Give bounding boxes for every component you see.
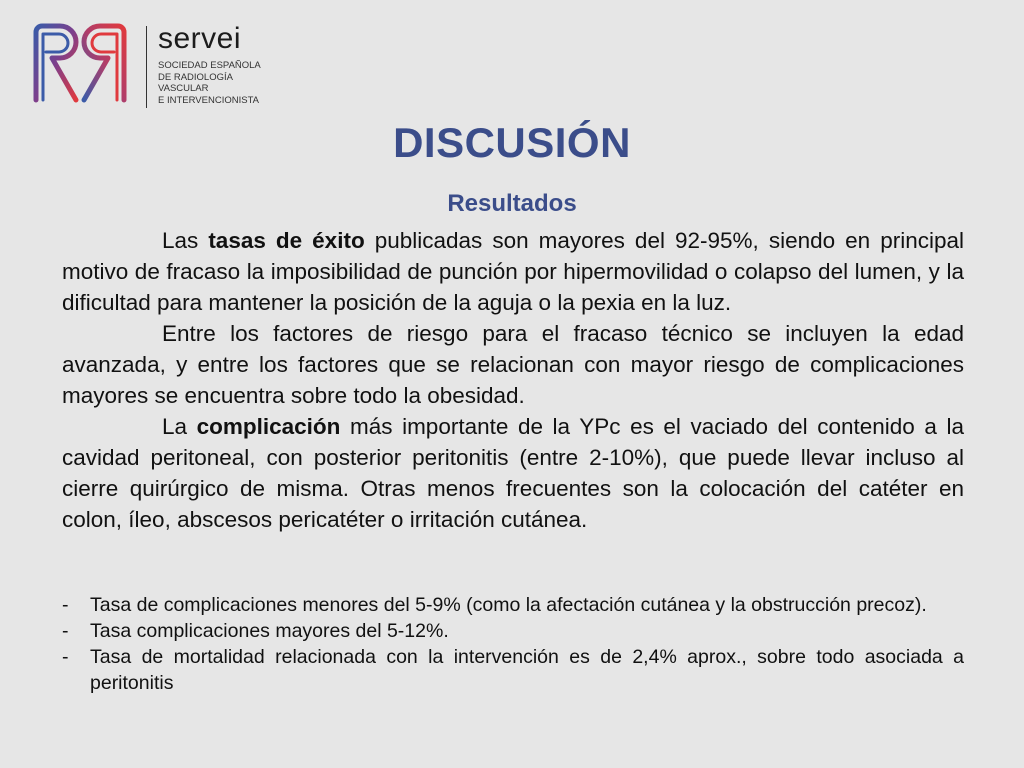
brand-subtitle-line: SOCIEDAD ESPAÑOLA [158, 60, 261, 71]
paragraph [62, 225, 964, 318]
list-item [62, 644, 964, 696]
brand-subtitle-line: E INTERVENCIONISTA [158, 94, 259, 106]
bullet-dash: - [62, 646, 69, 668]
slide-subtitle: Resultados [447, 190, 577, 217]
list-item-text: Tasa de complicaciones menores del 5-9% (como la afectación cutánea y la obstrucción precoz). [90, 594, 927, 616]
servei-logo-icon [30, 22, 130, 109]
paragraph [62, 318, 964, 411]
list-item-text: Tasa complicaciones mayores del 5-12%. [90, 620, 449, 642]
brand-name: servei [158, 22, 242, 55]
brand-subtitle-line: VASCULAR [158, 83, 209, 94]
paragraph-bold: complicación [196, 414, 341, 439]
paragraph-text: Entre los factores de riesgo para el fracaso técnico se incluyen la edad avanzada, y entre los factores que se relacionan con mayor riesgo de complicaciones mayores se encuentra sobre todo la obesidad. [62, 321, 964, 408]
bullet-dash: - [62, 594, 69, 616]
list-item-text: Tasa de mortalidad relacionada con la intervención es de 2,4% aprox., sobre todo asociada a peritonitis [90, 646, 964, 694]
brand-subtitle-line: DE RADIOLOGÍA [158, 71, 233, 83]
brand-divider [146, 26, 147, 108]
brand-subtitle [158, 60, 261, 106]
slide-title: DISCUSIÓN [393, 119, 631, 166]
list-item [62, 618, 964, 644]
bullet-dash: - [62, 620, 69, 642]
list-item [62, 592, 964, 618]
paragraph-text: publicadas son mayores del 92-95%, siendo en principal motivo de fracaso la imposibilidad de punción por hipermovilidad o colapso del lumen, y la dificultad para mantener la posición de la aguja o la pexia en la luz. [62, 228, 964, 315]
body-text [62, 225, 964, 535]
paragraph [62, 411, 964, 535]
paragraph-text: más importante de la YPc es el vaciado del contenido a la cavidad peritoneal, con posterior peritonitis (entre 2-10%), que puede llevar incluso al cierre quirúrgico de misma. Otras menos frecuentes son la colocación del catéter en colon, íleo, abscesos pericatéter o irritación cutánea. [62, 414, 964, 532]
paragraph-bold: tasas de éxito [208, 228, 365, 253]
paragraph-text: La [162, 414, 197, 439]
bullet-list [62, 592, 964, 696]
paragraph-text: Las [162, 228, 209, 253]
